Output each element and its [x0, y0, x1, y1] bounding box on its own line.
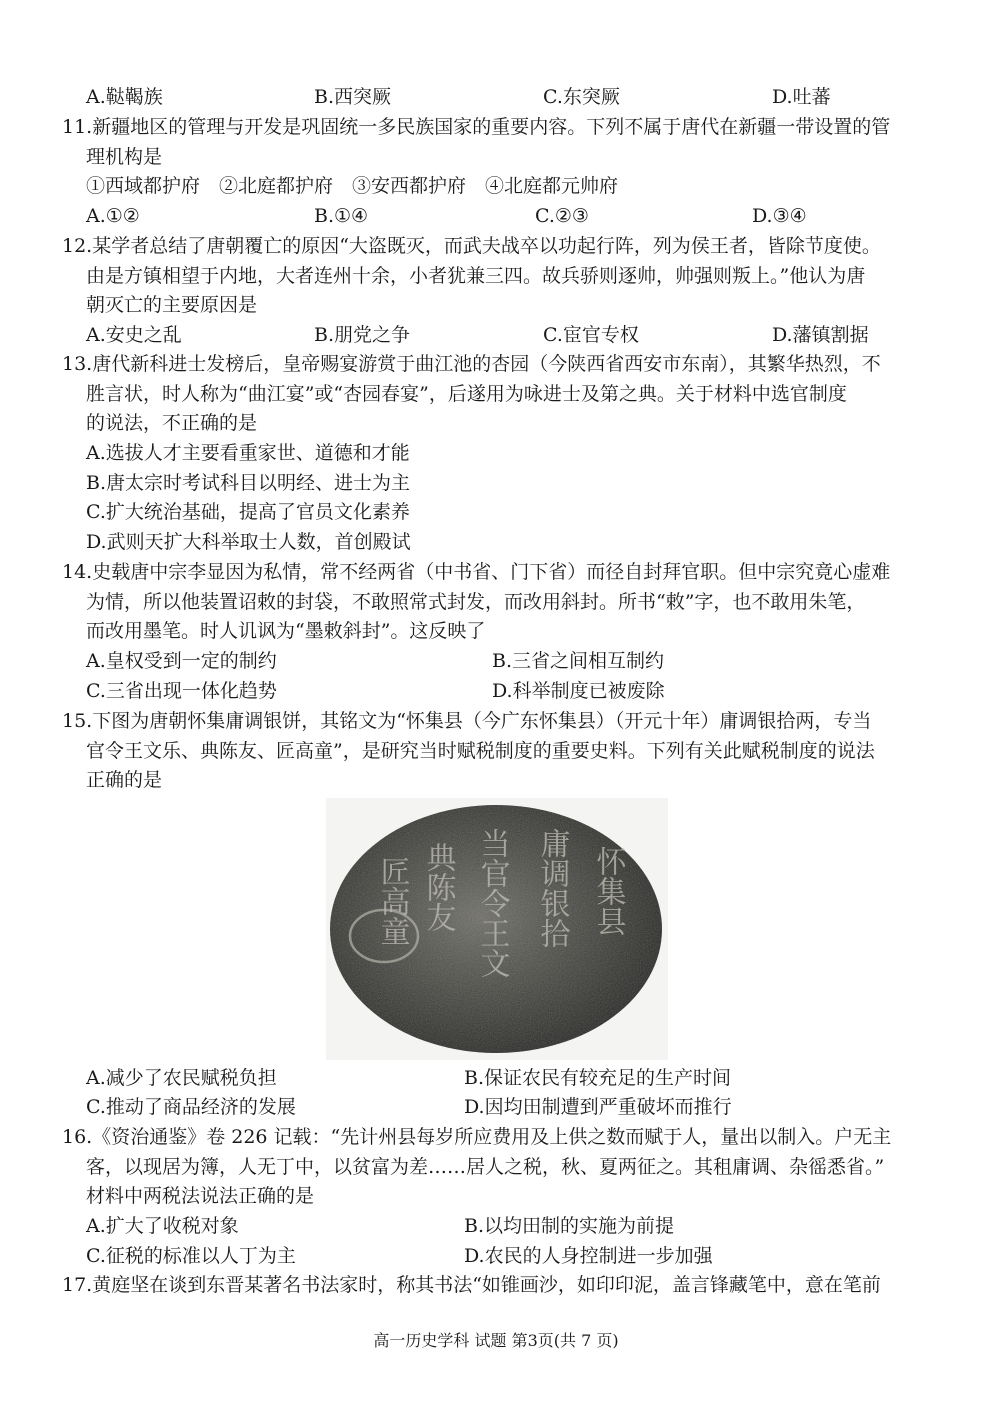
q15-option-c: C.推动了商品经济的发展 — [86, 1096, 296, 1118]
q10-option-a: A.鞑鞨族 — [86, 86, 163, 108]
q11-stem-line-1: 11.新疆地区的管理与开发是巩固统一多民族国家的重要内容。下列不属于唐代在新疆一带设置的管 — [62, 116, 891, 138]
q14-option-c: C.三省出现一体化趋势 — [86, 680, 277, 702]
q14-stem-line-2: 为情，所以他装置诏敕的封袋，不敢照常式封发，而改用斜封。所书“敕”字，也不敢用朱笔， — [86, 591, 866, 613]
q11-stem-line-2: 理机构是 — [86, 146, 163, 168]
inscription-column: 当官令王文 — [474, 828, 510, 978]
q16-option-d: D.农民的人身控制进一步加强 — [464, 1245, 713, 1267]
q10-option-d: D.吐蕃 — [772, 86, 831, 108]
q14-stem-line-1: 14.史载唐中宗李显因为私情，常不经两省（中书省、门下省）而径自封拜官职。但中宗究竟心虚难 — [62, 561, 891, 583]
inscription-column: 匠高童 — [374, 856, 410, 946]
q13-option-c: C.扩大统治基础，提高了官员文化素养 — [86, 501, 410, 523]
q12-stem-line-2: 由是方镇相望于内地，大者连州十余，小者犹兼三四。故兵骄则逐帅，帅强则叛上。”他认为唐 — [86, 265, 866, 287]
q16-option-a: A.扩大了收税对象 — [86, 1215, 239, 1237]
q11-option-d: D.③④ — [752, 205, 807, 227]
q15-stem-line-3: 正确的是 — [86, 769, 163, 791]
q11-option-b: B.①④ — [314, 205, 369, 227]
q14-option-d: D.科举制度已被废除 — [492, 680, 665, 702]
q16-stem-line-1: 16.《资治通鉴》卷 226 记载：“先计州县每岁所应费用及上供之数而赋于人，量出以制入。户无主 — [62, 1126, 892, 1148]
q16-stem-line-2: 客，以现居为簿，人无丁中，以贫富为差……居人之税，秋、夏两征之。其租庸调、杂徭悉省。” — [86, 1156, 885, 1178]
q12-stem-line-3: 朝灭亡的主要原因是 — [86, 294, 258, 316]
q13-option-d: D.武则天扩大科举取士人数，首创殿试 — [86, 531, 411, 553]
inscription-column: 典陈友 — [420, 842, 456, 932]
q16-option-b: B.以均田制的实施为前提 — [464, 1215, 675, 1237]
inscription-column: 怀集县 — [590, 846, 626, 936]
q14-option-a: A.皇权受到一定的制约 — [86, 650, 277, 672]
q15-option-d: D.因均田制遭到严重破坏而推行 — [464, 1096, 732, 1118]
q11-option-c: C.②③ — [535, 205, 589, 227]
q13-stem-line-1: 13.唐代新科进士发榜后，皇帝赐宴游赏于曲江池的杏园（今陕西省西安市东南），其繁华热烈，不 — [62, 353, 881, 375]
q15-stem-line-2: 官令王文乐、典陈友、匠高童”，是研究当时赋税制度的重要史料。下列有关此赋税制度的说法 — [86, 740, 875, 762]
q11-option-a: A.①② — [86, 205, 140, 227]
inscription-column: 庸调银拾 — [534, 828, 570, 948]
q15-option-b: B.保证农民有较充足的生产时间 — [464, 1067, 732, 1089]
silver-cake-photo — [326, 798, 668, 1060]
q12-option-a: A.安史之乱 — [86, 324, 182, 346]
page-footer: 高一历史学科 试题 第3页(共 7 页) — [373, 1331, 619, 1350]
q11-items: ①西域都护府 ②北庭都护府 ③安西都护府 ④北庭都元帅府 — [86, 175, 619, 197]
q15-option-a: A.减少了农民赋税负担 — [86, 1067, 277, 1089]
q10-option-b: B.西突厥 — [314, 86, 392, 108]
q16-option-c: C.征税的标准以人丁为主 — [86, 1245, 296, 1267]
q13-option-a: A.选拔人才主要看重家世、道德和才能 — [86, 442, 410, 464]
q13-option-b: B.唐太宗时考试科目以明经、进士为主 — [86, 472, 411, 494]
q14-option-b: B.三省之间相互制约 — [492, 650, 665, 672]
q10-option-c: C.东突厥 — [543, 86, 620, 108]
q15-stem-line-1: 15.下图为唐朝怀集庸调银饼，其铭文为“怀集县（今广东怀集县）（开元十年）庸调银拾两，专当 — [62, 710, 872, 732]
q12-option-c: C.宦官专权 — [543, 324, 639, 346]
q16-stem-line-3: 材料中两税法说法正确的是 — [86, 1185, 315, 1207]
q12-stem-line-1: 12.某学者总结了唐朝覆亡的原因“大盗既灭，而武夫战卒以功起行阵，列为侯王者，皆除节度使。 — [62, 235, 881, 257]
q12-option-b: B.朋党之争 — [314, 324, 411, 346]
q13-stem-line-2: 胜言状，时人称为“曲江宴”或“杏园春宴”，后遂用为咏进士及第之典。关于材料中选官制度 — [86, 383, 847, 405]
q12-option-d: D.藩镇割据 — [772, 324, 869, 346]
q17-stem-line-1: 17.黄庭坚在谈到东晋某著名书法家时，称其书法“如锥画沙，如印印泥，盖言锋藏笔中，意在笔前 — [62, 1274, 881, 1296]
q14-stem-line-3: 而改用墨笔。时人讥讽为“墨敕斜封”。这反映了 — [86, 620, 486, 642]
q13-stem-line-3: 的说法，不正确的是 — [86, 412, 258, 434]
